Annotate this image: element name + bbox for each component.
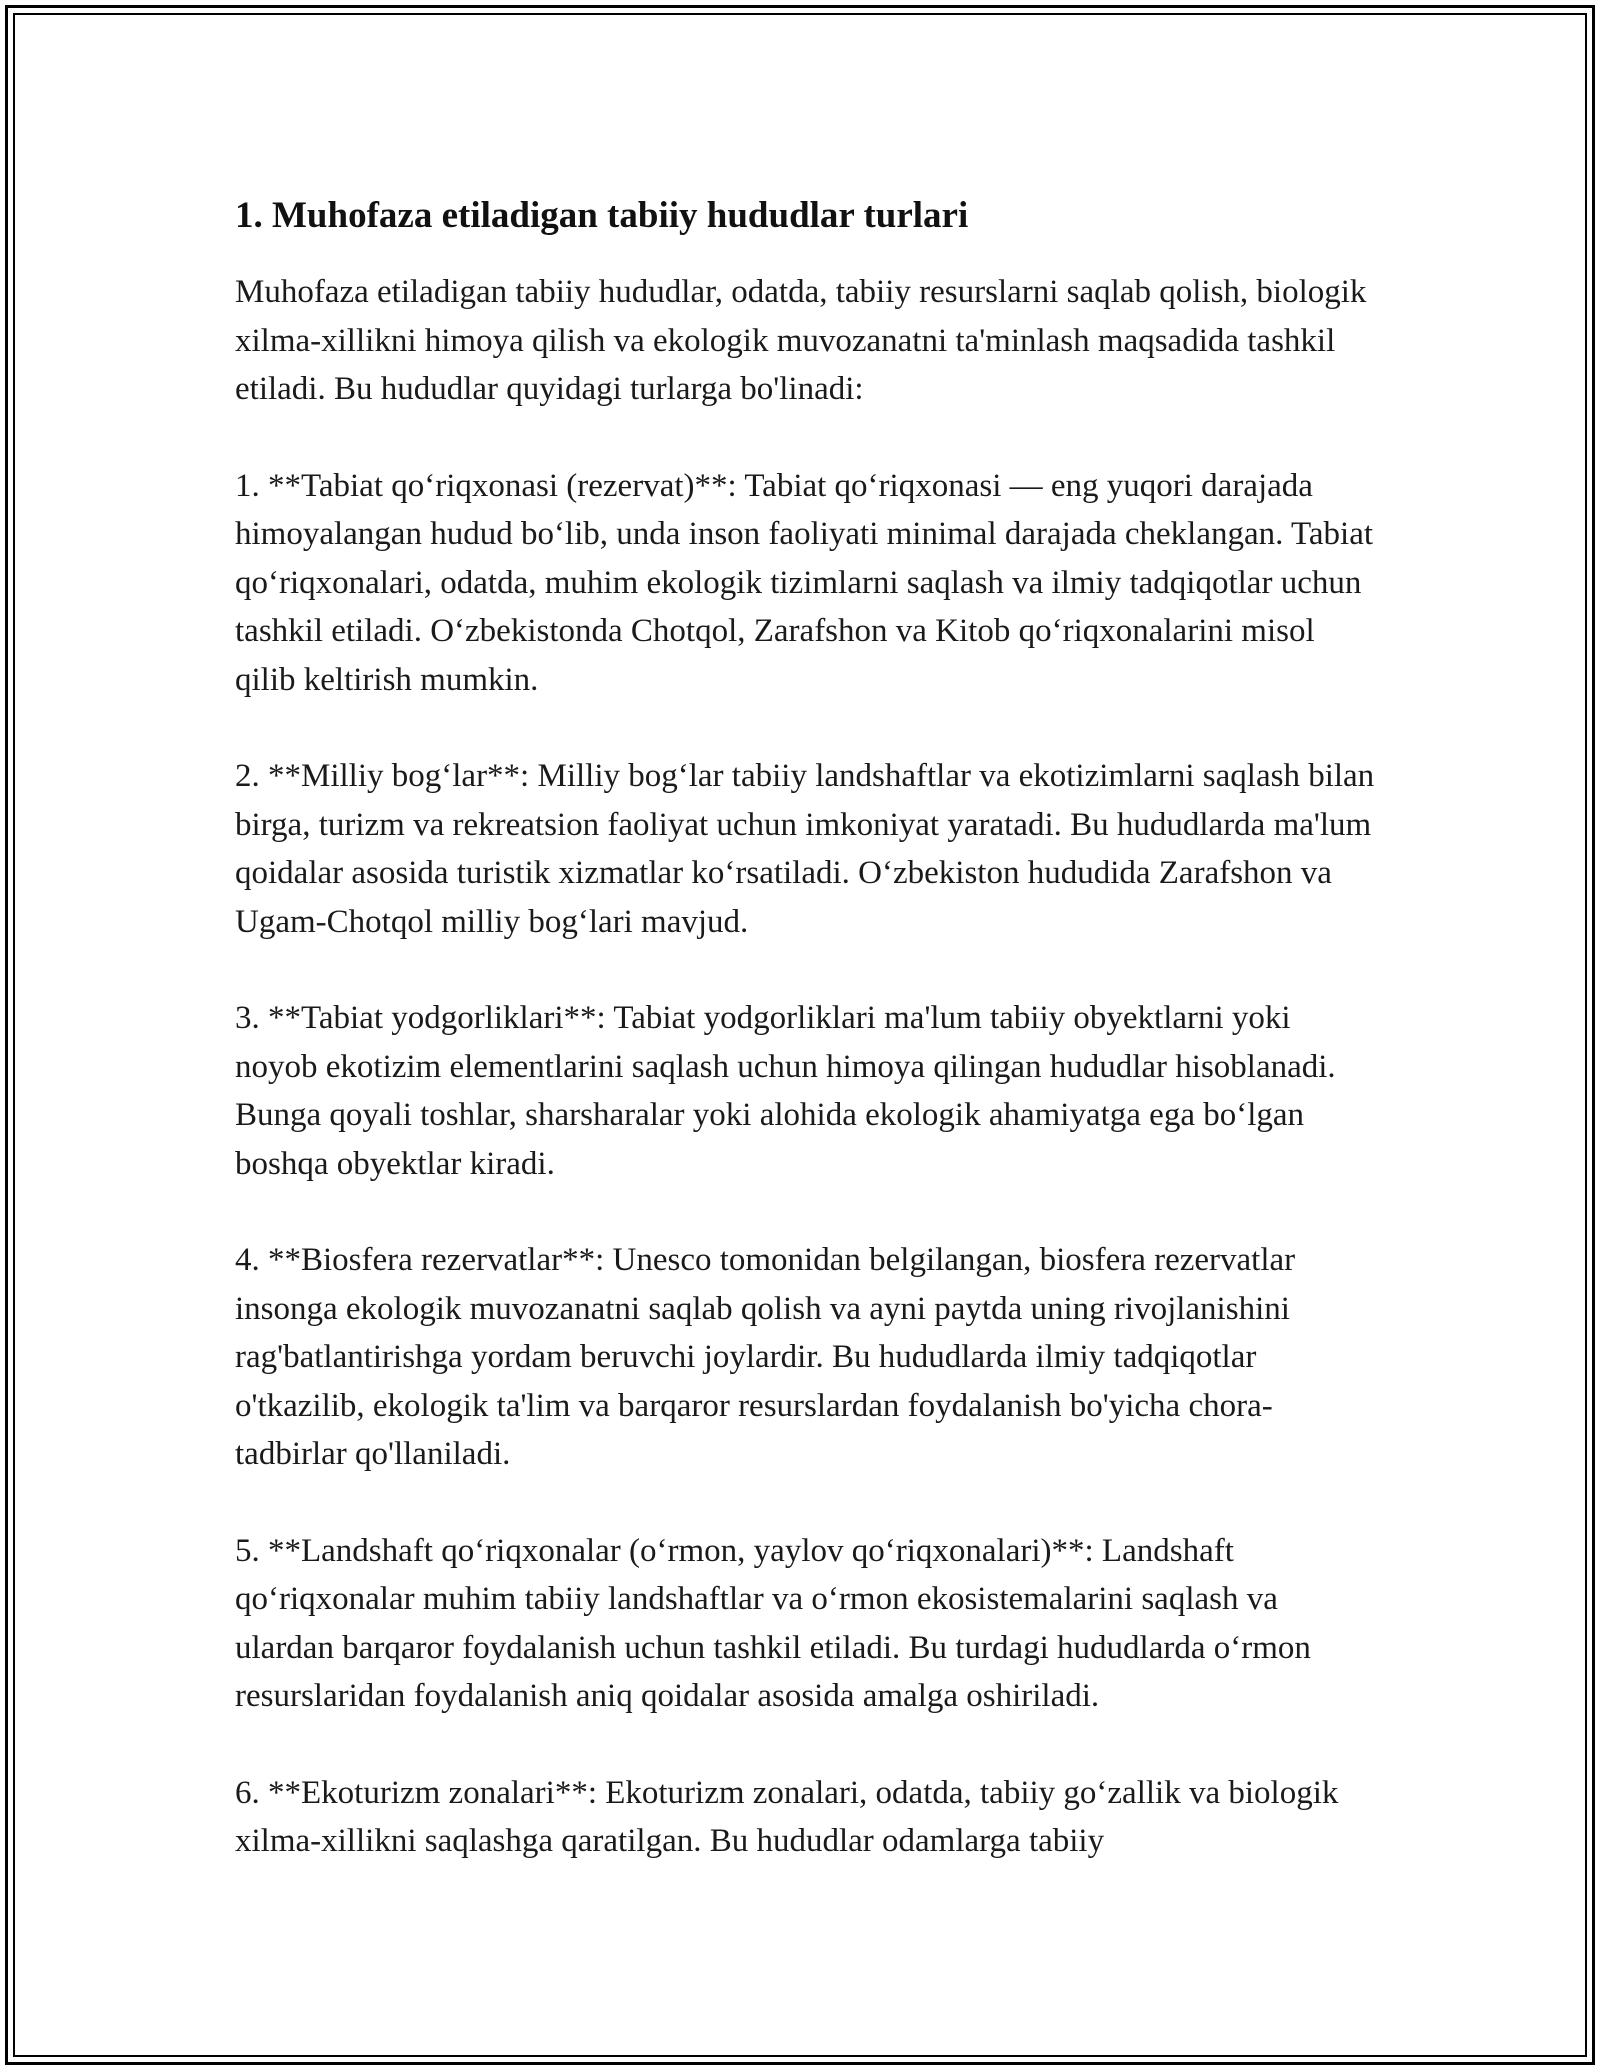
paragraph-milliy-boglar: 2. **Milliy bog‘lar**: Milliy bog‘lar tabiiy landshaftlar va ekotizimlarni saqlash bilan birga, turizm va rekreatsion faoliyat uchun imkoniyat yaratadi. Bu hududlarda ma'lum qoidalar asosida turistik xizmatlar ko‘rsatiladi. O‘zbekiston hududida Zarafshon va Ugam-Chotqol milliy bog‘lari mavjud. <box>235 758 1375 940</box>
paragraph-tabiat-yodgorliklari: 3. **Tabiat yodgorliklari**: Tabiat yodgorliklari ma'lum tabiiy obyektlarni yoki noyob ekotizim elementlarini saqlash uchun himoya qilingan hududlar hisoblanadi. Bunga qoyali toshlar, sharsharalar yoki alohida ekologik ahamiyatga ega bo‘lgan boshqa obyektlar kiradi. <box>235 1000 1336 1182</box>
paragraph-landshaft-qoriqxonalar: 5. **Landshaft qo‘riqxonalar (o‘rmon, yaylov qo‘riqxonalari)**: Landshaft qo‘riqxonalar muhim tabiiy landshaftlar va o‘rmon ekosistemalarini saqlash va ulardan barqaror foydalanish uchun tashkil etiladi. Bu turdagi hududlarda o‘rmon resurslaridan foydalanish aniq qoidalar asosida amalga oshiriladi. <box>235 1532 1311 1714</box>
paragraph-ekoturizm-zonalari: 6. **Ekoturizm zonalari**: Ekoturizm zonalari, odatda, tabiiy go‘zallik va biologik xilma-xillikni saqlashga qaratilgan. Bu hududlar odamlarga tabiiy <box>235 1774 1339 1859</box>
paragraph-biosfera-rezervatlar: 4. **Biosfera rezervatlar**: Unesco tomonidan belgilangan, biosfera rezervatlar insonga ekologik muvozanatni saqlab qolish va ayni paytda uning rivojlanishini rag'batlantirishga yordam beruvchi joylardir. Bu hududlarda ilmiy tadqiqotlar o'tkazilib, ekologik ta'lim va barqaror resurslardan foydalanish bo'yicha chora-tadbirlar qo'llaniladi. <box>235 1242 1296 1472</box>
section-heading: 1. Muhofaza etiladigan tabiiy hududlar turlari <box>235 195 969 236</box>
document-body <box>235 188 1375 1866</box>
paragraph-tabiat-qoriqxonasi: 1. **Tabiat qo‘riqxonasi (rezervat)**: Tabiat qo‘riqxonasi — eng yuqori darajada himoyalangan hudud bo‘lib, unda inson faoliyati minimal darajada cheklangan. Tabiat qo‘riqxonalari, odatda, muhim ekologik tizimlarni saqlash va ilmiy tadqiqotlar uchun tashkil etiladi. O‘zbekistonda Chotqol, Zarafshon va Kitob qo‘riqxonalarini misol qilib keltirish mumkin. <box>235 467 1374 698</box>
intro-paragraph: Muhofaza etiladigan tabiiy hududlar, odatda, tabiiy resurslarni saqlab qolish, biologik xilma-xillikni himoya qilish va ekologik muvozanatni ta'minlash maqsadida tashkil etiladi. Bu hududlar quyidagi turlarga bo'linadi: <box>235 274 1367 407</box>
